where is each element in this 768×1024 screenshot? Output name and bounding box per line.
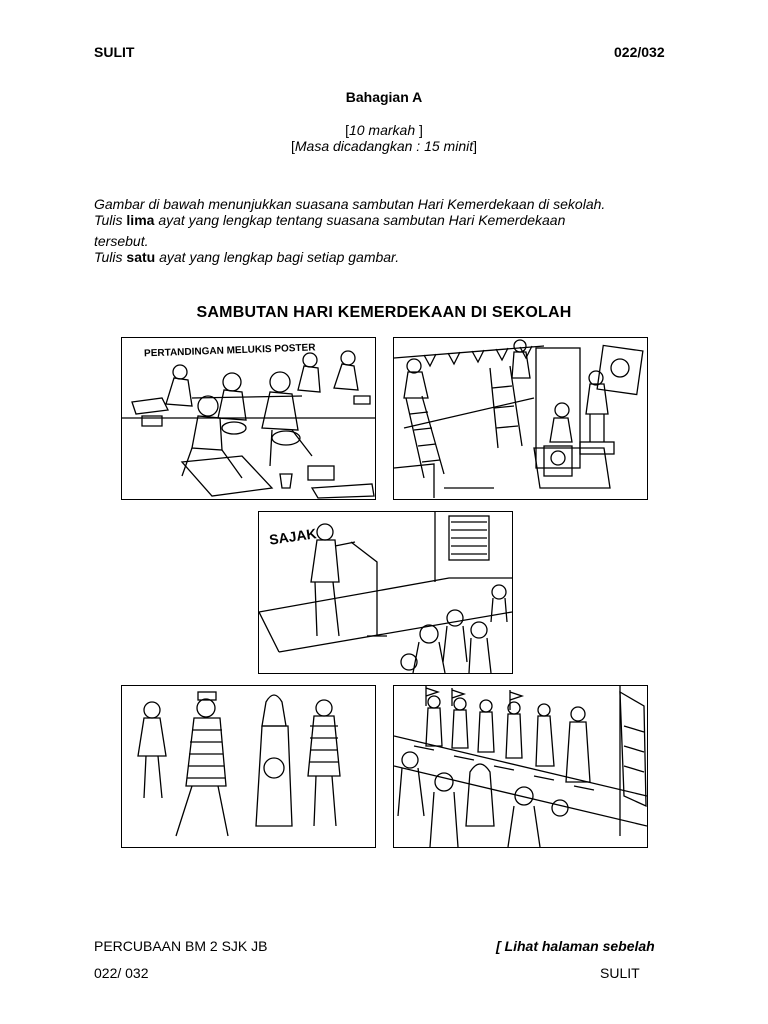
panel3-caption-text: SAJAK xyxy=(268,525,318,548)
instruction-line-1: Gambar di bawah menunjukkan suasana sambutan Hari Kemerdekaan di sekolah. xyxy=(94,196,606,212)
panel-poetry-recital xyxy=(258,511,513,674)
header-right: 022/032 xyxy=(614,44,665,60)
figure-title: SAMBUTAN HARI KEMERDEKAAN DI SEKOLAH xyxy=(196,304,572,321)
instruction-line-2: Tulis lima ayat yang lengkap tentang suasana sambutan Hari Kemerdekaan xyxy=(94,212,566,228)
footer-code: 022/ 032 xyxy=(94,965,149,981)
poster-competition-illustration xyxy=(122,338,375,499)
panel-decorating-classroom xyxy=(393,337,648,500)
instruction-line-4: Tulis satu ayat yang lengkap bagi setiap gambar. xyxy=(94,249,400,265)
panel-costume-parade xyxy=(121,685,376,848)
footer-sulit: SULIT xyxy=(600,965,640,981)
instruction-line-3: tersebut. xyxy=(94,233,149,249)
footer-left: PERCUBAAN BM 2 SJK JB xyxy=(94,938,268,954)
panel-march-past xyxy=(393,685,648,848)
footer-right: [ Lihat halaman sebelah xyxy=(496,938,655,954)
time-line: [Masa dicadangkan : 15 minit] xyxy=(291,138,477,154)
costume-parade-illustration xyxy=(122,686,375,847)
panel-poster-competition xyxy=(121,337,376,500)
header-left: SULIT xyxy=(94,44,135,60)
panel1-caption-text: PERTANDINGAN MELUKIS POSTER xyxy=(143,342,316,360)
marks-line: [10 markah ] xyxy=(345,122,423,138)
decorating-classroom-illustration xyxy=(394,338,647,499)
march-past-illustration xyxy=(394,686,647,847)
section-title: Bahagian A xyxy=(345,89,423,105)
poetry-recital-illustration xyxy=(259,512,512,673)
